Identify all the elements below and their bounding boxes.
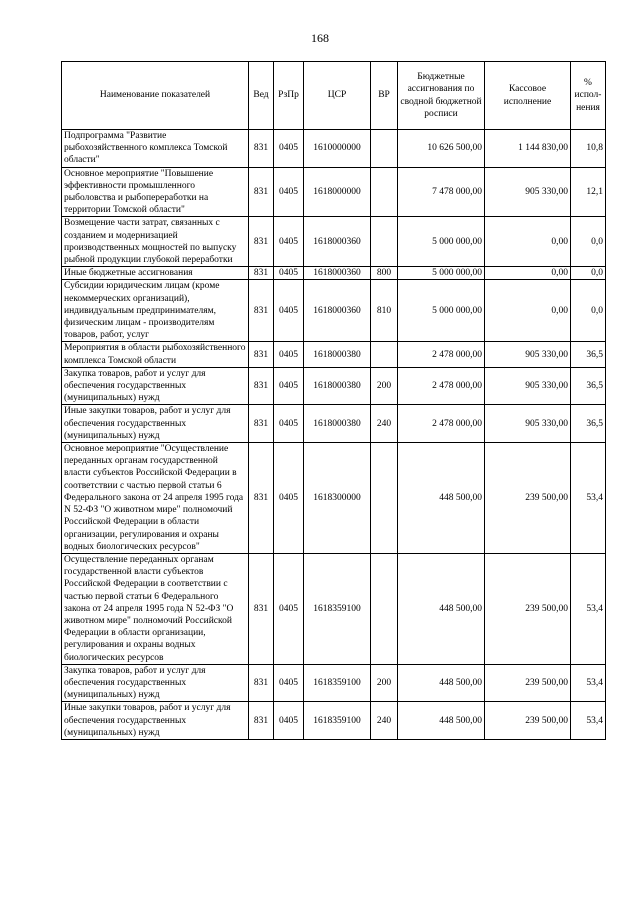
row-pct: 53,4 bbox=[571, 664, 606, 702]
row-ved: 831 bbox=[249, 267, 274, 280]
row-rzpr: 0405 bbox=[274, 130, 304, 168]
row-vr: 200 bbox=[371, 664, 398, 702]
row-budget: 7 478 000,00 bbox=[398, 167, 485, 217]
row-csr: 1618359100 bbox=[304, 702, 371, 740]
row-csr: 1618000360 bbox=[304, 267, 371, 280]
row-pct: 53,4 bbox=[571, 702, 606, 740]
row-csr: 1618000380 bbox=[304, 405, 371, 443]
header-csr: ЦСР bbox=[304, 62, 371, 130]
row-name: Закупка товаров, работ и услуг для обеспечения государственных (муниципальных) нужд bbox=[62, 367, 249, 405]
row-name: Осуществление переданных органам государственной власти субъектов Российской Федерации в соответствии с частью первой статьи 6 Федерального закона от 24 апреля 1995 года N 52-ФЗ "О животном мире" полномочий Российской Федерации в области организации, регулирования и охраны водных биологических ресурсов bbox=[62, 553, 249, 664]
row-ved: 831 bbox=[249, 405, 274, 443]
row-name: Закупка товаров, работ и услуг для обеспечения государственных (муниципальных) нужд bbox=[62, 664, 249, 702]
row-csr: 1618000380 bbox=[304, 367, 371, 405]
row-rzpr: 0405 bbox=[274, 280, 304, 342]
header-cash: Кассовое исполнение bbox=[485, 62, 571, 130]
row-vr: 810 bbox=[371, 280, 398, 342]
row-budget: 10 626 500,00 bbox=[398, 130, 485, 168]
row-vr bbox=[371, 443, 398, 554]
row-cash: 905 330,00 bbox=[485, 405, 571, 443]
table-row bbox=[62, 702, 606, 740]
row-budget: 2 478 000,00 bbox=[398, 367, 485, 405]
row-cash: 239 500,00 bbox=[485, 664, 571, 702]
table-row bbox=[62, 167, 606, 217]
row-ved: 831 bbox=[249, 664, 274, 702]
row-rzpr: 0405 bbox=[274, 217, 304, 267]
row-vr bbox=[371, 342, 398, 367]
row-rzpr: 0405 bbox=[274, 443, 304, 554]
row-name: Основное мероприятие "Повышение эффективности промышленного рыболовства и рыбопереработки на территории Томской области" bbox=[62, 167, 249, 217]
row-name: Основное мероприятие "Осуществление переданных органам государственной власти субъектов Российской Федерации в соответствии с частью первой статьи 6 Федерального закона от 24 апреля 1995 года N 52-ФЗ "О животном мире" полномочий Российской Федерации в области организации, регулирования и охраны водных биологических ресурсов" bbox=[62, 443, 249, 554]
row-rzpr: 0405 bbox=[274, 167, 304, 217]
row-vr: 240 bbox=[371, 702, 398, 740]
row-csr: 1618300000 bbox=[304, 443, 371, 554]
table-row bbox=[62, 367, 606, 405]
row-cash: 905 330,00 bbox=[485, 367, 571, 405]
row-vr: 200 bbox=[371, 367, 398, 405]
row-budget: 5 000 000,00 bbox=[398, 217, 485, 267]
row-csr: 1610000000 bbox=[304, 130, 371, 168]
row-ved: 831 bbox=[249, 367, 274, 405]
row-cash: 1 144 830,00 bbox=[485, 130, 571, 168]
table-row bbox=[62, 280, 606, 342]
row-pct: 0,0 bbox=[571, 217, 606, 267]
row-rzpr: 0405 bbox=[274, 664, 304, 702]
row-rzpr: 0405 bbox=[274, 702, 304, 740]
row-csr: 1618000360 bbox=[304, 280, 371, 342]
row-pct: 10,8 bbox=[571, 130, 606, 168]
row-vr: 240 bbox=[371, 405, 398, 443]
row-budget: 2 478 000,00 bbox=[398, 342, 485, 367]
row-ved: 831 bbox=[249, 702, 274, 740]
row-name: Иные закупки товаров, работ и услуг для обеспечения государственных (муниципальных) нужд bbox=[62, 702, 249, 740]
row-pct: 36,5 bbox=[571, 405, 606, 443]
row-budget: 448 500,00 bbox=[398, 553, 485, 664]
row-cash: 0,00 bbox=[485, 217, 571, 267]
row-vr bbox=[371, 130, 398, 168]
row-vr bbox=[371, 553, 398, 664]
row-rzpr: 0405 bbox=[274, 342, 304, 367]
row-csr: 1618359100 bbox=[304, 664, 371, 702]
row-ved: 831 bbox=[249, 167, 274, 217]
row-budget: 448 500,00 bbox=[398, 664, 485, 702]
row-csr: 1618359100 bbox=[304, 553, 371, 664]
header-name: Наименование показателей bbox=[62, 62, 249, 130]
row-cash: 239 500,00 bbox=[485, 553, 571, 664]
row-cash: 239 500,00 bbox=[485, 443, 571, 554]
row-budget: 5 000 000,00 bbox=[398, 280, 485, 342]
row-name: Подпрограмма "Развитие рыбохозяйственного комплекса Томской области" bbox=[62, 130, 249, 168]
table-row bbox=[62, 664, 606, 702]
row-vr: 800 bbox=[371, 267, 398, 280]
row-ved: 831 bbox=[249, 217, 274, 267]
header-vr: ВР bbox=[371, 62, 398, 130]
row-name: Мероприятия в области рыбохозяйственного комплекса Томской области bbox=[62, 342, 249, 367]
row-ved: 831 bbox=[249, 130, 274, 168]
row-ved: 831 bbox=[249, 342, 274, 367]
row-rzpr: 0405 bbox=[274, 267, 304, 280]
row-rzpr: 0405 bbox=[274, 553, 304, 664]
row-budget: 5 000 000,00 bbox=[398, 267, 485, 280]
table-row bbox=[62, 553, 606, 664]
row-pct: 36,5 bbox=[571, 342, 606, 367]
row-pct: 12,1 bbox=[571, 167, 606, 217]
row-rzpr: 0405 bbox=[274, 405, 304, 443]
row-cash: 0,00 bbox=[485, 280, 571, 342]
row-cash: 239 500,00 bbox=[485, 702, 571, 740]
header-pct: % испол-нения bbox=[571, 62, 606, 130]
header-rzpr: РзПр bbox=[274, 62, 304, 130]
row-rzpr: 0405 bbox=[274, 367, 304, 405]
row-cash: 905 330,00 bbox=[485, 167, 571, 217]
table-row bbox=[62, 443, 606, 554]
header-ved: Вед bbox=[249, 62, 274, 130]
row-pct: 53,4 bbox=[571, 553, 606, 664]
row-cash: 0,00 bbox=[485, 267, 571, 280]
row-name: Субсидии юридическим лицам (кроме некоммерческих организаций), индивидуальным предпринимателям, физическим лицам - производителям товаров, работ, услуг bbox=[62, 280, 249, 342]
row-budget: 448 500,00 bbox=[398, 702, 485, 740]
table-header-row bbox=[62, 62, 606, 130]
row-csr: 1618000000 bbox=[304, 167, 371, 217]
row-name: Иные закупки товаров, работ и услуг для обеспечения государственных (муниципальных) нужд bbox=[62, 405, 249, 443]
header-budget: Бюджетные ассигнования по сводной бюджетной росписи bbox=[398, 62, 485, 130]
row-ved: 831 bbox=[249, 553, 274, 664]
table-row bbox=[62, 130, 606, 168]
table-row bbox=[62, 405, 606, 443]
table-row bbox=[62, 217, 606, 267]
row-ved: 831 bbox=[249, 280, 274, 342]
row-pct: 0,0 bbox=[571, 280, 606, 342]
row-csr: 1618000360 bbox=[304, 217, 371, 267]
row-name: Возмещение части затрат, связанных с созданием и модернизацией производственных мощностей по выпуску рыбной продукции глубокой переработки bbox=[62, 217, 249, 267]
row-pct: 53,4 bbox=[571, 443, 606, 554]
row-name: Иные бюджетные ассигнования bbox=[62, 267, 249, 280]
row-pct: 36,5 bbox=[571, 367, 606, 405]
page-number: 168 bbox=[311, 31, 329, 45]
row-cash: 905 330,00 bbox=[485, 342, 571, 367]
table-row bbox=[62, 342, 606, 367]
row-csr: 1618000380 bbox=[304, 342, 371, 367]
row-budget: 448 500,00 bbox=[398, 443, 485, 554]
row-vr bbox=[371, 167, 398, 217]
row-ved: 831 bbox=[249, 443, 274, 554]
row-pct: 0,0 bbox=[571, 267, 606, 280]
budget-execution-table bbox=[61, 61, 606, 740]
row-budget: 2 478 000,00 bbox=[398, 405, 485, 443]
row-vr bbox=[371, 217, 398, 267]
table-row bbox=[62, 267, 606, 280]
